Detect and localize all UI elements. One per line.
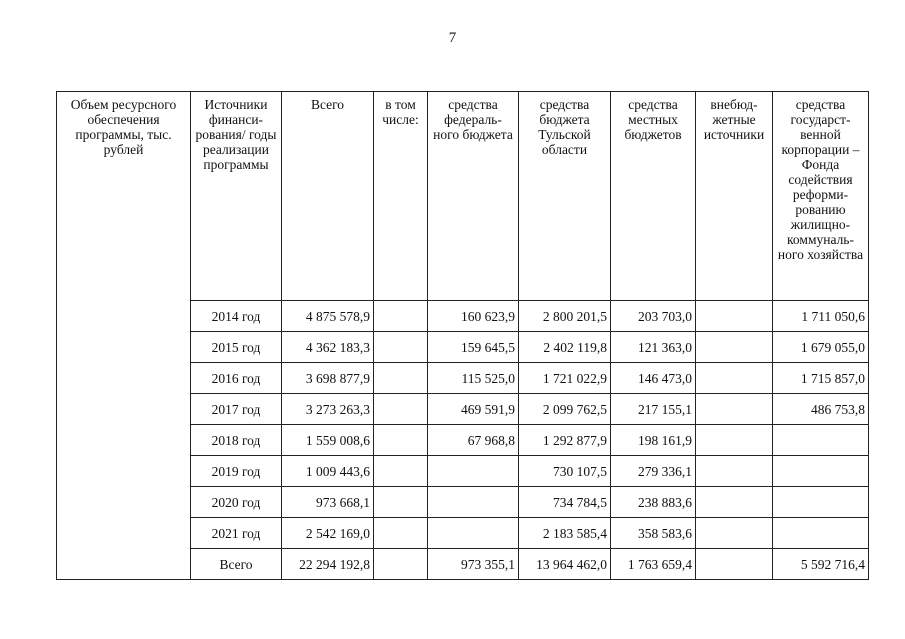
cell-federal: 67 968,8 [428,425,519,456]
cell-regional: 1 721 022,9 [519,363,611,394]
cell-incl [374,456,428,487]
cell-fund [773,456,869,487]
header-offbudget: внебюд- жетные источники [696,92,773,301]
cell-year: 2016 год [191,363,282,394]
cell-offbudget [696,394,773,425]
resource-table [56,91,869,580]
header-fund: средства государст- венной корпорации – Фонда содействия реформи- рованию жилищно- коммуналь- ного хозяйства [773,92,869,301]
cell-offbudget [696,425,773,456]
cell-local: 198 161,9 [611,425,696,456]
cell-regional: 734 784,5 [519,487,611,518]
cell-total: 22 294 192,8 [282,549,374,580]
cell-total: 1 009 443,6 [282,456,374,487]
cell-offbudget [696,549,773,580]
cell-fund [773,425,869,456]
header-federal: средства федераль- ного бюджета [428,92,519,301]
cell-fund: 486 753,8 [773,394,869,425]
cell-total: 2 542 169,0 [282,518,374,549]
cell-offbudget [696,301,773,332]
cell-total: 4 362 183,3 [282,332,374,363]
cell-year: 2018 год [191,425,282,456]
cell-regional: 2 183 585,4 [519,518,611,549]
page-number: 7 [448,30,457,46]
cell-local: 146 473,0 [611,363,696,394]
resource-label-cell [57,92,191,580]
cell-local: 121 363,0 [611,332,696,363]
cell-year: 2014 год [191,301,282,332]
cell-offbudget [696,332,773,363]
cell-year: Всего [191,549,282,580]
cell-incl [374,487,428,518]
cell-federal [428,518,519,549]
cell-federal: 160 623,9 [428,301,519,332]
cell-fund: 5 592 716,4 [773,549,869,580]
cell-offbudget [696,518,773,549]
cell-incl [374,363,428,394]
resource-label: Объем ресурсного обеспечения программы, тыс. рублей [70,97,177,157]
cell-offbudget [696,456,773,487]
cell-fund [773,518,869,549]
cell-incl [374,425,428,456]
cell-regional: 1 292 877,9 [519,425,611,456]
cell-fund: 1 711 050,6 [773,301,869,332]
cell-local: 238 883,6 [611,487,696,518]
header-regional: средства бюджета Тульской области [519,92,611,301]
header-local: средства местных бюджетов [611,92,696,301]
cell-total: 973 668,1 [282,487,374,518]
cell-total: 3 698 877,9 [282,363,374,394]
cell-local: 217 155,1 [611,394,696,425]
cell-offbudget [696,487,773,518]
cell-regional: 2 402 119,8 [519,332,611,363]
cell-total: 3 273 263,3 [282,394,374,425]
cell-year: 2020 год [191,487,282,518]
cell-year: 2015 год [191,332,282,363]
cell-incl [374,394,428,425]
cell-federal: 159 645,5 [428,332,519,363]
cell-local: 1 763 659,4 [611,549,696,580]
cell-federal: 973 355,1 [428,549,519,580]
cell-fund [773,487,869,518]
header-sources: Источники финанси- рования/ годы реализации программы [191,92,282,301]
cell-incl [374,301,428,332]
cell-year: 2019 год [191,456,282,487]
cell-local: 203 703,0 [611,301,696,332]
cell-total: 4 875 578,9 [282,301,374,332]
cell-incl [374,518,428,549]
header-including: в том числе: [374,92,428,301]
cell-fund: 1 679 055,0 [773,332,869,363]
cell-regional: 2 800 201,5 [519,301,611,332]
cell-offbudget [696,363,773,394]
cell-year: 2017 год [191,394,282,425]
header-total: Всего [282,92,374,301]
cell-local: 279 336,1 [611,456,696,487]
header-row [57,92,869,301]
cell-incl [374,332,428,363]
cell-federal: 469 591,9 [428,394,519,425]
cell-local: 358 583,6 [611,518,696,549]
cell-year: 2021 год [191,518,282,549]
cell-federal: 115 525,0 [428,363,519,394]
cell-regional: 13 964 462,0 [519,549,611,580]
cell-incl [374,549,428,580]
cell-regional: 2 099 762,5 [519,394,611,425]
cell-total: 1 559 008,6 [282,425,374,456]
cell-fund: 1 715 857,0 [773,363,869,394]
cell-federal [428,487,519,518]
cell-regional: 730 107,5 [519,456,611,487]
cell-federal [428,456,519,487]
